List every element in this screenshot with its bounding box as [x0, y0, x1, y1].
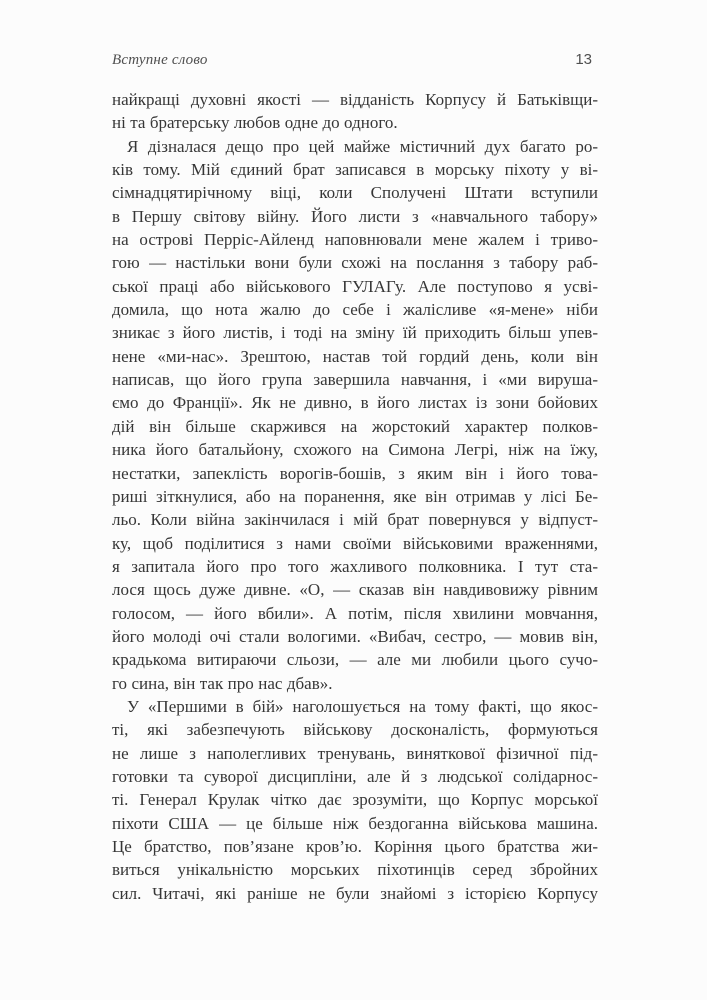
text-line: не лише з наполегливих тренувань, виняткової фізичної під-: [112, 743, 598, 763]
text-line: його молоді очі стали вологими. «Вибач, сестро, — мовив він,: [112, 626, 598, 646]
text-line: я запитала його про того жахливого полковника. І тут ста-: [112, 556, 598, 576]
text-line: го сина, він так про нас дбав».: [112, 673, 333, 693]
text-line: в Першу світову війну. Його листи з «навчального табору»: [112, 206, 598, 226]
text-line: У «Першими в бій» наголошується на тому факті, що якос-: [127, 696, 598, 716]
paragraph: [112, 88, 598, 135]
text-line: ті. Генерал Крулак чітко дає зрозуміти, що Корпус морської: [112, 790, 598, 810]
text-line: виться унікальністю морських піхотинців серед збройних: [112, 860, 598, 880]
text-line: найкращі духовні якості — відданість Корпусу й Батьківщи-: [112, 90, 598, 109]
text-line: готовки та суворої дисципліни, але й з людської солідарнос-: [112, 766, 598, 786]
text-line: домила, що нота жалю до себе і жалісливе «я-мене» ніби: [112, 300, 598, 320]
text-line: ської праці або військового ГУЛАГу. Але поступово я усві-: [112, 276, 598, 296]
text-line: сімнадцятирічному віці, коли Сполучені Штати вступили: [112, 183, 598, 203]
text-line: гою — настільки вони були схожі на послання з табору раб-: [112, 253, 598, 273]
paragraph: [112, 135, 598, 695]
text-line: нестатки, запеклість ворогів-бошів, з яким він і його това-: [112, 463, 598, 483]
text-line: ника його батальйону, схожого на Симона Легрі, ніж на їжу,: [112, 440, 598, 460]
paragraph: [112, 695, 598, 905]
text-line: Це братство, пов’язане кров’ю. Коріння цього братства жи-: [112, 837, 598, 856]
text-line: Я дізналася дещо про цей майже містичний дух багато ро-: [127, 136, 598, 156]
text-line: на острові Перріс-Айленд наповнювали мене жалем і триво-: [112, 230, 598, 250]
running-head: Вступне слово: [112, 52, 208, 68]
text-line: ті, які забезпечують військову досконалість, формуються: [112, 720, 598, 740]
text-line: риші зіткнулися, або на поранення, яке він отримав у лісі Бе-: [112, 486, 598, 506]
text-line: ку, щоб поділитися з нами своїми військовими враженнями,: [112, 533, 598, 553]
text-line: крадькома витираючи сльози, — але ми любили цього сучо-: [112, 650, 598, 670]
text-line: ємо до Франції». Як не дивно, в його листах із зони бойових: [112, 393, 598, 413]
text-line: лося щось дуже дивне. «О, — сказав він навдивовижу рівним: [112, 580, 598, 600]
text-line: написав, що його група завершила навчання, і «ми вируша-: [112, 370, 598, 390]
text-line: нене «ми-нас». Зрештою, настав той гордий день, коли він: [112, 346, 598, 366]
text-block: [112, 88, 598, 905]
text-line: сил. Читачі, які раніше не були знайомі з історією Корпусу: [112, 883, 598, 903]
text-line: піхоти США — це більше ніж бездоганна військова машина.: [112, 813, 598, 833]
text-line: ні та братерську любов одне до одного.: [112, 113, 398, 133]
text-line: дій він більше скаржився на жорстокий характер полков-: [112, 416, 598, 436]
page-number: 13: [575, 51, 592, 68]
text-line: льо. Коли війна закінчилася і мій брат повернувся у відпуст-: [112, 510, 598, 530]
text-line: ків тому. Мій єдиний брат записався в морську піхоту у ві-: [112, 160, 598, 180]
text-line: голосом, — його вбили». А потім, після хвилини мовчання,: [112, 603, 598, 623]
text-line: зникає з його листів, і тоді на зміну їй приходить більш упев-: [112, 323, 598, 343]
